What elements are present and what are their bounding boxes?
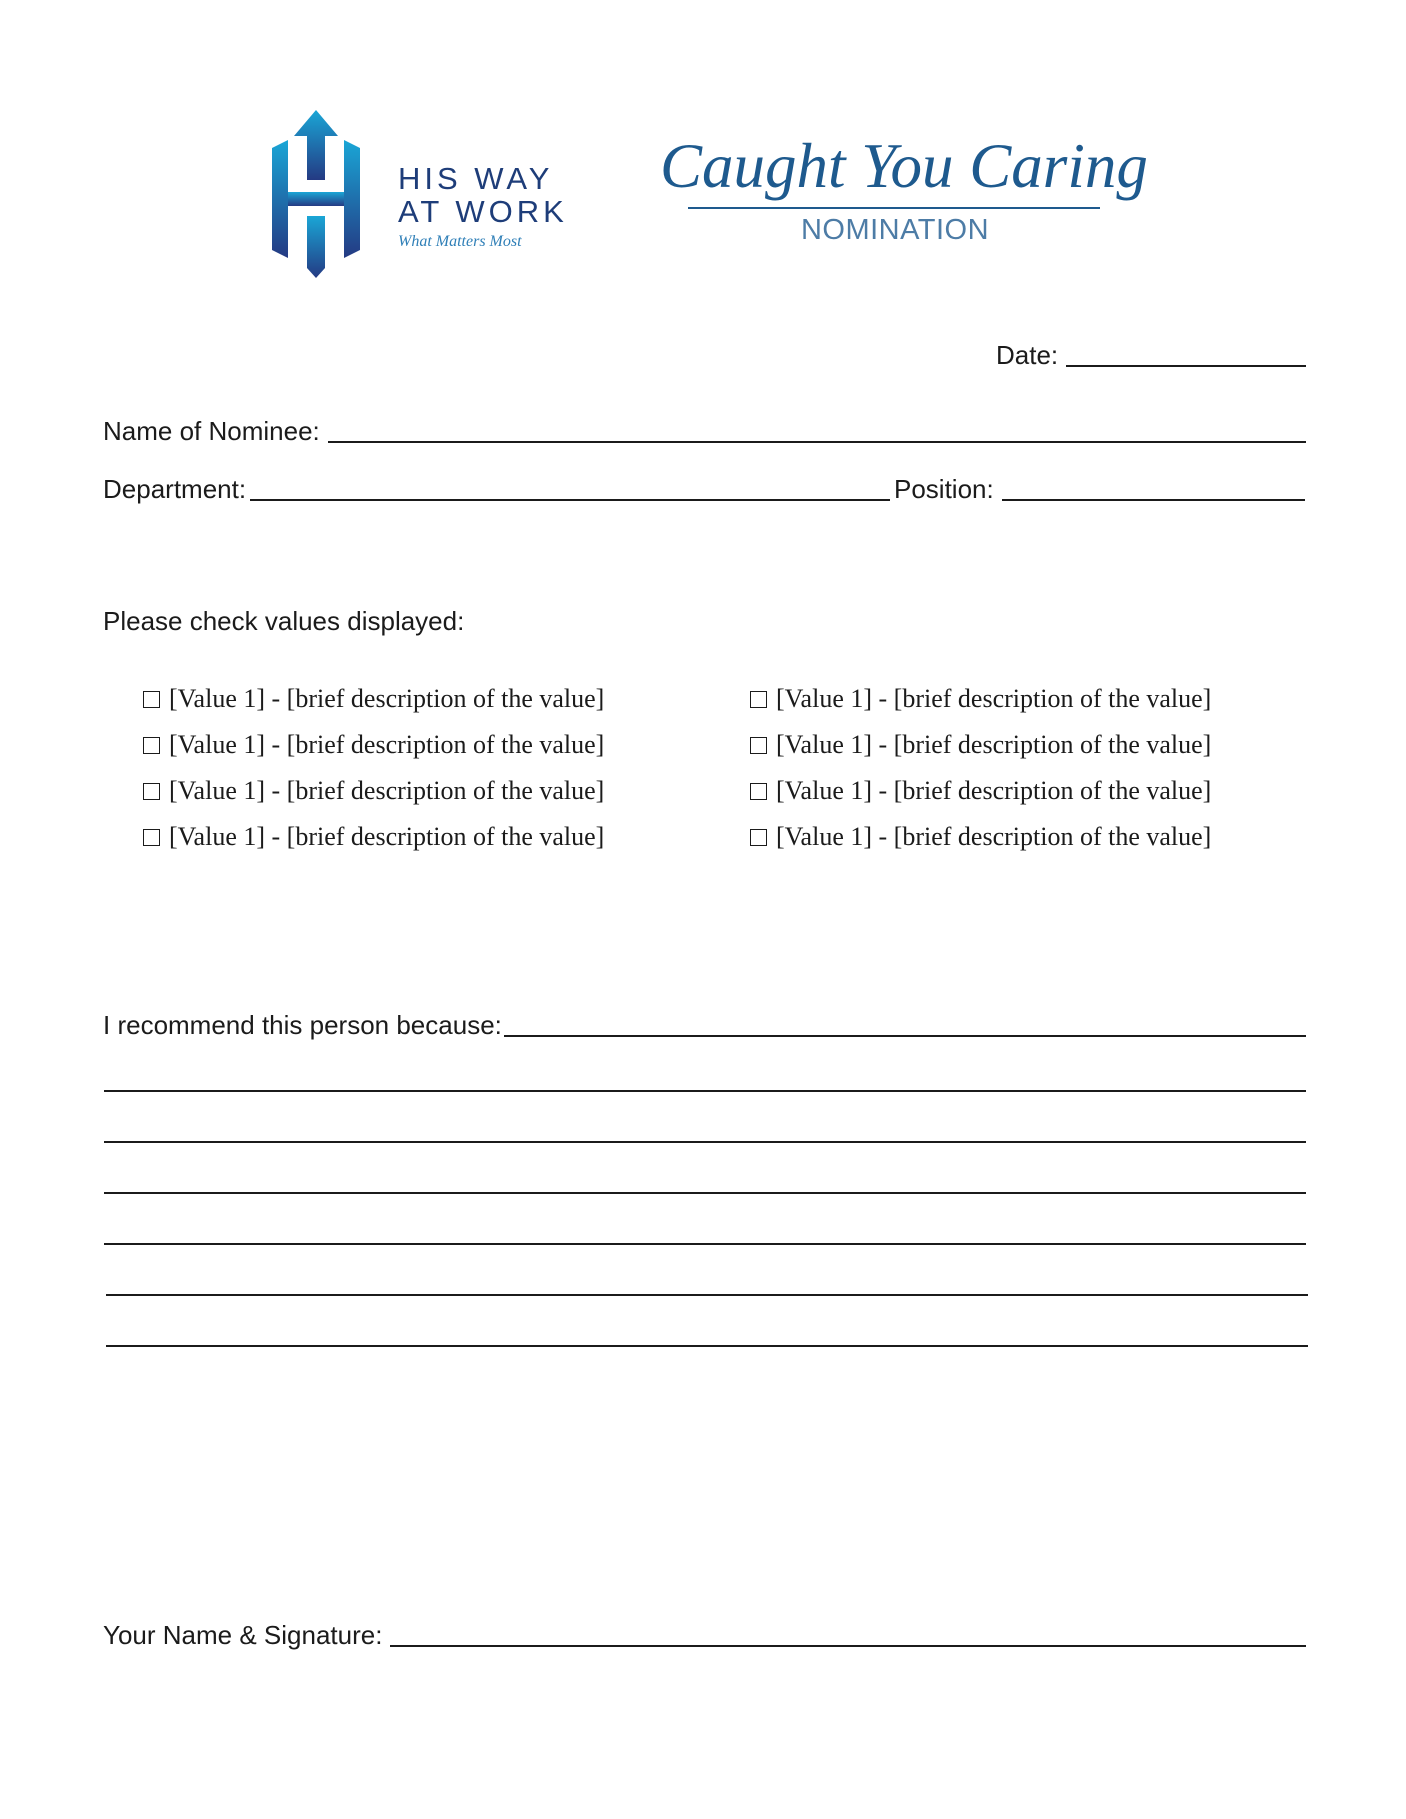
nominee-name-field[interactable] — [103, 416, 1306, 446]
page-title: Caught You Caring — [660, 131, 1148, 201]
checkbox[interactable] — [750, 829, 767, 846]
value-option-label: [Value 1] - [brief description of the value] — [776, 776, 1212, 805]
department-field[interactable] — [103, 474, 890, 504]
date-field[interactable] — [996, 340, 1306, 370]
position-field[interactable] — [894, 474, 1305, 504]
values-list-right — [750, 676, 1250, 860]
value-option[interactable] — [143, 814, 643, 860]
recommendation-writing-line[interactable] — [104, 1192, 1306, 1194]
values-heading: Please check values displayed: — [103, 606, 465, 636]
position-label: Position: — [894, 474, 994, 504]
signature-field[interactable] — [103, 1620, 1306, 1650]
values-list-left — [143, 676, 643, 860]
department-label: Department: — [103, 474, 247, 504]
recommendation-writing-line[interactable] — [104, 1090, 1306, 1092]
recommendation-label: I recommend this person because: — [103, 1010, 502, 1040]
value-option[interactable] — [143, 722, 643, 768]
recommendation-blank-line[interactable] — [504, 1035, 1306, 1037]
recommendation-writing-line[interactable] — [106, 1345, 1308, 1347]
recommendation-field[interactable] — [103, 1010, 1306, 1040]
recommendation-writing-line[interactable] — [104, 1243, 1306, 1245]
value-option-label: [Value 1] - [brief description of the value] — [776, 730, 1212, 759]
signature-label: Your Name & Signature: — [103, 1620, 383, 1650]
value-option-label: [Value 1] - [brief description of the value] — [776, 684, 1212, 713]
department-blank-line[interactable] — [250, 499, 890, 501]
value-option[interactable] — [750, 768, 1250, 814]
checkbox[interactable] — [750, 783, 767, 800]
value-option-label: [Value 1] - [brief description of the value] — [169, 776, 605, 805]
checkbox[interactable] — [143, 829, 160, 846]
brand-name-line2: AT WORK — [398, 194, 568, 229]
position-blank-line[interactable] — [1002, 499, 1305, 501]
checkbox[interactable] — [143, 737, 160, 754]
value-option[interactable] — [143, 676, 643, 722]
checkbox[interactable] — [750, 737, 767, 754]
recommendation-writing-line[interactable] — [104, 1141, 1306, 1143]
checkbox[interactable] — [143, 783, 160, 800]
signature-blank-line[interactable] — [390, 1645, 1306, 1647]
date-label: Date: — [996, 340, 1059, 370]
value-option[interactable] — [750, 722, 1250, 768]
recommendation-writing-line[interactable] — [106, 1294, 1308, 1296]
page-subtitle: NOMINATION — [800, 214, 990, 246]
title-underline — [688, 207, 1100, 209]
value-option-label: [Value 1] - [brief description of the value] — [169, 822, 605, 851]
nominee-name-label: Name of Nominee: — [103, 416, 320, 446]
value-option-label: [Value 1] - [brief description of the value] — [169, 730, 605, 759]
brand-name-line1: HIS WAY — [398, 161, 554, 196]
value-option-label: [Value 1] - [brief description of the value] — [169, 684, 605, 713]
value-option-label: [Value 1] - [brief description of the value] — [776, 822, 1212, 851]
value-option[interactable] — [750, 814, 1250, 860]
value-option[interactable] — [750, 676, 1250, 722]
brand-wordmark — [398, 162, 568, 253]
date-blank-line[interactable] — [1066, 365, 1306, 367]
checkbox[interactable] — [750, 691, 767, 708]
arrow-h-monogram-icon — [268, 108, 364, 284]
brand-tagline: What Matters Most — [398, 233, 522, 250]
value-option[interactable] — [143, 768, 643, 814]
checkbox[interactable] — [143, 691, 160, 708]
nominee-name-blank-line[interactable] — [328, 441, 1306, 443]
